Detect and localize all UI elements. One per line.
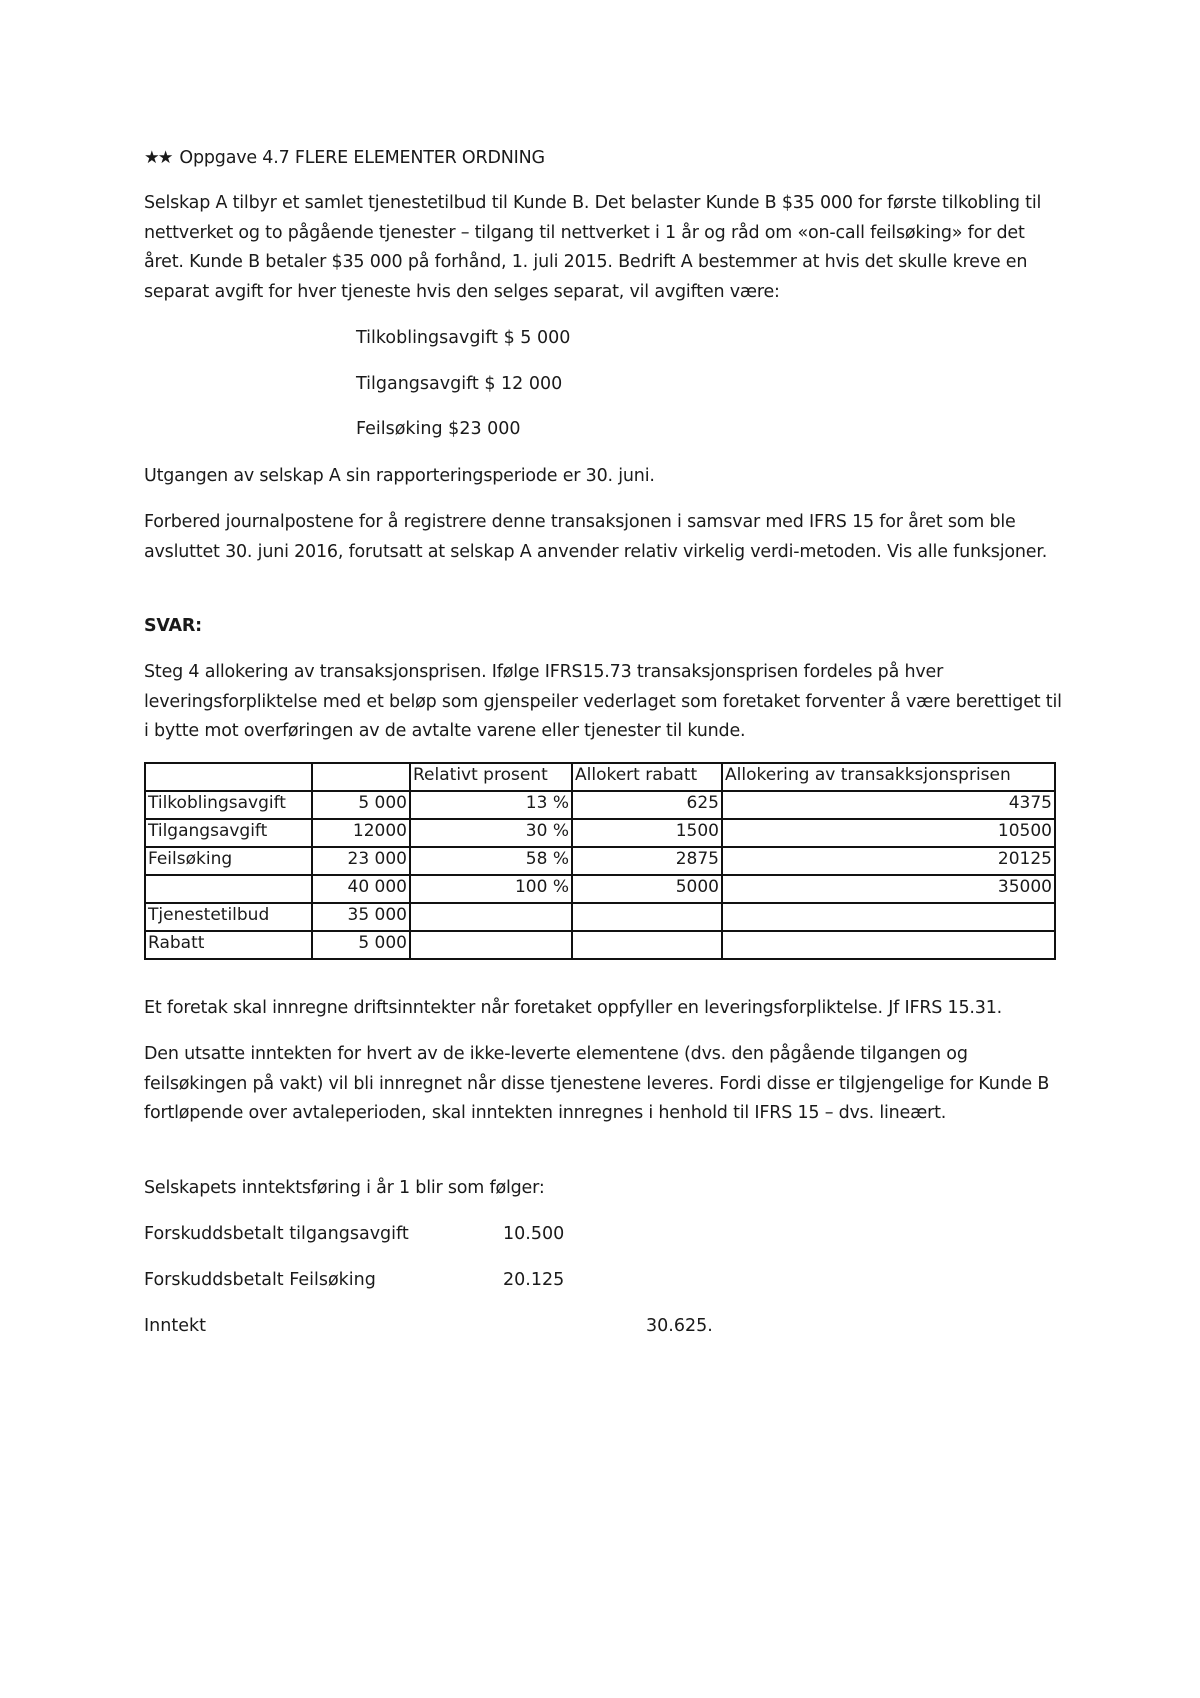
table-cell: 2875 xyxy=(572,847,722,875)
table-cell: 35 000 xyxy=(312,903,410,931)
table-cell: 5 000 xyxy=(312,931,410,959)
table-total-row xyxy=(145,875,1055,903)
header-cell: Allokert rabatt xyxy=(572,763,722,791)
entry-label: Forskuddsbetalt tilgangsavgift xyxy=(144,1224,409,1244)
table-cell: 20125 xyxy=(722,847,1055,875)
header-cell: Allokering av transakksjonsprisen xyxy=(722,763,1055,791)
fee-troubleshooting: Feilsøking $23 000 xyxy=(356,419,521,439)
table-cell: 23 000 xyxy=(312,847,410,875)
table-cell: 4375 xyxy=(722,791,1055,819)
entry-amount: 10.500 xyxy=(503,1224,565,1244)
table-cell xyxy=(410,931,572,959)
table-header-row xyxy=(145,763,1055,791)
entry-amount: 30.625. xyxy=(646,1316,713,1336)
table-cell: 10500 xyxy=(722,819,1055,847)
table-cell: Tilkoblingsavgift xyxy=(145,791,312,819)
table-cell: 13 % xyxy=(410,791,572,819)
recognition-paragraph: Et foretak skal innregne driftsinntekter når foretaket oppfyller en leveringsforpliktelse. Jf IFRS 15.31. xyxy=(144,998,1003,1018)
table-cell xyxy=(410,903,572,931)
table-cell: 12000 xyxy=(312,819,410,847)
table-cell: 100 % xyxy=(410,875,572,903)
header-cell: Relativt prosent xyxy=(410,763,572,791)
table-cell: 5 000 xyxy=(312,791,410,819)
table-cell xyxy=(722,931,1055,959)
entry-label: Inntekt xyxy=(144,1316,206,1336)
intro-paragraph: Selskap A tilbyr et samlet tjenestetilbud til Kunde B. Det belaster Kunde B $35 000 for første tilkobling til nettverket og to pågående tjenester – tilgang til nettverket i 1 år og råd om «on-call feilsøking» for det året. Kunde B betaler $35 000 på forhånd, 1. juli 2015. Bedrift A bestemmer at hvis det skulle kreve en separat avgift for hver tjeneste hvis den selges separat, vil avgiften være: xyxy=(144,193,1042,302)
table-row xyxy=(145,791,1055,819)
table-cell: 625 xyxy=(572,791,722,819)
entry-label: Forskuddsbetalt Feilsøking xyxy=(144,1270,376,1290)
table-row xyxy=(145,819,1055,847)
table-cell: Feilsøking xyxy=(145,847,312,875)
star-rating-icon: ★★ xyxy=(144,148,172,168)
table-row xyxy=(145,931,1055,959)
title-text: Oppgave 4.7 FLERE ELEMENTER ORDNING xyxy=(179,148,545,168)
table-cell: 30 % xyxy=(410,819,572,847)
table-cell: 40 000 xyxy=(312,875,410,903)
allocation-table xyxy=(144,762,1056,960)
table-cell: 1500 xyxy=(572,819,722,847)
assignment-title xyxy=(144,144,1064,174)
table-cell xyxy=(572,931,722,959)
fee-access: Tilgangsavgift $ 12 000 xyxy=(356,374,563,394)
step4-paragraph: Steg 4 allokering av transaksjonsprisen. Ifølge IFRS15.73 transaksjonsprisen fordeles på hver leveringsforpliktelse med et beløp som gjenspeiler vederlaget som foretaket forventer å være berettiget til i bytte mot overføringen av de avtalte varene eller tjenester til kunde. xyxy=(144,662,1062,741)
table-row xyxy=(145,903,1055,931)
entry-amount: 20.125 xyxy=(503,1270,565,1290)
table-cell: Rabatt xyxy=(145,931,312,959)
table-cell xyxy=(145,875,312,903)
answer-heading: SVAR: xyxy=(144,616,202,636)
table-cell xyxy=(722,903,1055,931)
reporting-period-paragraph: Utgangen av selskap A sin rapporteringsperiode er 30. juni. xyxy=(144,466,655,486)
table-cell: 5000 xyxy=(572,875,722,903)
table-cell: Tjenestetilbud xyxy=(145,903,312,931)
task-paragraph: Forbered journalpostene for å registrere denne transaksjonen i samsvar med IFRS 15 for året som ble avsluttet 30. juni 2016, forutsatt at selskap A anvender relativ virkelig verdi-metoden. Vis alle funksjoner. xyxy=(144,512,1048,562)
table-cell xyxy=(572,903,722,931)
fee-connection: Tilkoblingsavgift $ 5 000 xyxy=(356,328,571,348)
table-row xyxy=(145,847,1055,875)
header-cell xyxy=(145,763,312,791)
deferred-revenue-paragraph: Den utsatte inntekten for hvert av de ikke-leverte elementene (dvs. den pågående tilgangen og feilsøkingen på vakt) vil bli innregnet når disse tjenestene leveres. Fordi disse er tilgjengelige for Kunde B fortløpende over avtaleperioden, skal inntekten innregnes i henhold til IFRS 15 – dvs. lineært. xyxy=(144,1044,1050,1123)
revenue-intro-paragraph: Selskapets inntektsføring i år 1 blir som følger: xyxy=(144,1178,545,1198)
table-cell: 58 % xyxy=(410,847,572,875)
table-cell: 35000 xyxy=(722,875,1055,903)
table-cell: Tilgangsavgift xyxy=(145,819,312,847)
header-cell xyxy=(312,763,410,791)
